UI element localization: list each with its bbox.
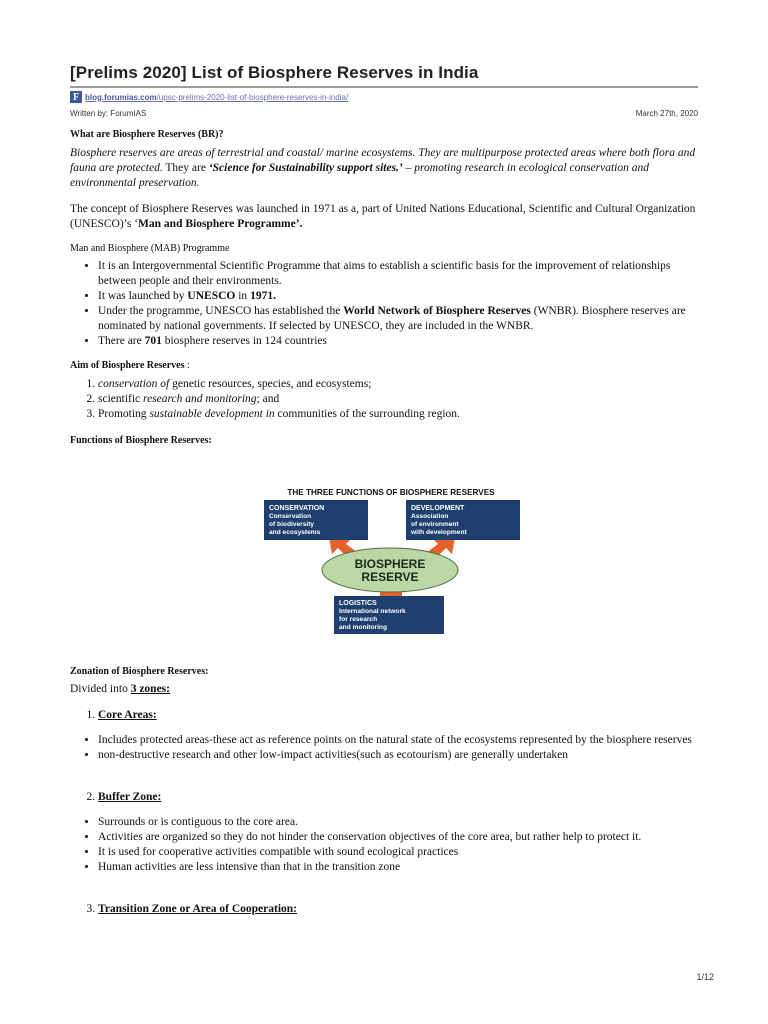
zone-buffer-title: Buffer Zone: [98,791,162,803]
center-line-2: RESERVE [361,570,419,584]
aim-numbered-list [88,377,710,422]
aim-2-italic: research and monitoring [143,393,257,405]
zone-list-3 [88,902,710,917]
concept-paragraph [70,202,700,232]
core-bullet-2: non-destructive research and other low-impact activities(such as ecotourism) are generally undertaken [98,749,569,761]
aim-1-italic: conservation of [98,378,170,390]
br-definition-quote: ‘Science for Sustainability support sites.’ [208,162,403,174]
mab-bullet-4-count: 701 [144,335,162,347]
aim-1-text: genetic resources, species, and ecosystems; [169,378,372,390]
buffer-bullet-4: Human activities are less intensive than that in the transition zone [98,861,401,873]
list-item [98,289,710,304]
list-item [98,304,710,334]
source-host: blog.forumias.com [85,92,157,102]
br-definition-they-are: They are [162,162,209,174]
buffer-bullet-2: Activities are organized so they do not hinder the conservation objectives of the core area, but rather help to protect it. [98,831,642,843]
buffer-bullet-3: It is used for cooperative activities compatible with sound ecological practices [98,846,459,858]
page-title: [Prelims 2020] List of Biosphere Reserves in India [70,63,479,82]
br-definition-italic: Biosphere reserves are areas of terrestrial and coastal/ marine ecosystems. They are multipurpose protected areas where both flora and fauna are protected. [70,147,696,174]
mab-bullet-4-pre: There are [98,335,145,347]
list-item [98,259,710,289]
conservation-line-2: of biodiversity [269,521,315,528]
mab-bullet-1-text: It is an Intergovernmental Scientific Programme that aims to establish a scientific basis for the improvement of relationships between people and their environments. [98,260,671,287]
mab-bullet-2-year: 1971. [250,290,276,302]
author-line: Written by: ForumIAS [70,109,147,118]
list-item [98,377,710,392]
heading-functions: Functions of Biosphere Reserves: [70,435,212,446]
mab-bullet-2-pre: It was launched by [98,290,188,302]
list-item [98,815,710,830]
aim-3-tail: communities of the surrounding region. [274,408,460,420]
heading-what-are-br: What are Biosphere Reserves (BR)? [70,129,224,140]
aim-3-text: Promoting [98,408,150,420]
divided-into-line [70,682,700,697]
mab-bullet-3-wnbr: World Network of Biosphere Reserves [343,305,531,317]
center-line-1: BIOSPHERE [354,557,426,571]
diagram-title: THE THREE FUNCTIONS OF BIOSPHERE RESERVES [287,488,495,497]
source-link[interactable] [85,93,348,102]
aim-heading-text: Aim of Biosphere Reserves [70,360,185,371]
zone-core-title: Core Areas: [98,709,157,721]
br-definition-tail: – promoting research in ecological conservation and environmental preservation. [70,162,650,189]
mab-bullet-3-pre: Under the programme, UNESCO has established the [98,305,344,317]
divided-bold: 3 zones: [130,683,170,695]
zone-transition-title: Transition Zone or Area of Cooperation: [98,903,298,915]
conservation-line-3: and ecosystems [269,529,321,536]
zone-list-2 [88,790,710,805]
list-item [98,334,710,349]
conservation-line-1: Conservation [269,513,312,520]
br-definition-paragraph [70,146,700,191]
list-item [98,748,710,763]
development-line-3: with development [411,529,467,536]
mab-bullet-3-post: (WNBR). Biosphere reserves are nominated by national governments. If selected by UNESCO, they are included in the WNBR. [98,305,686,332]
list-item [98,407,710,422]
source-path: /upsc-prelims-2020-list-of-biosphere-reserves-in-india/ [156,92,349,102]
mab-bullet-4-post: biosphere reserves in 124 countries [161,335,327,347]
list-item [98,733,710,748]
list-item [98,830,710,845]
three-functions-diagram [256,484,526,636]
page-number: 1/12 [696,972,714,982]
date-line: March 27th, 2020 [635,109,698,118]
heading-zonation: Zonation of Biosphere Reserves: [70,666,209,677]
aim-2-tail: ; and [256,393,280,405]
core-bullet-1: Includes protected areas-these act as reference points on the natural state of the ecosystems represented by the biosphere reserves [98,734,692,746]
divided-pre: Divided into [70,683,131,695]
mab-bullet-2-mid: in [235,290,251,302]
forumias-logo-icon: F [70,91,82,103]
buffer-bullet-list [88,815,710,875]
title-divider [70,86,698,88]
mab-bullet-2-unesco: UNESCO [187,290,236,302]
concept-bold: Man and Biosphere Programme’. [138,218,303,230]
list-item [98,708,710,723]
heading-aim [70,360,190,371]
aim-2-text: scientific [98,393,144,405]
aim-heading-colon: : [184,360,190,371]
conservation-title: CONSERVATION [269,505,325,512]
logistics-title: LOGISTICS [339,600,377,607]
list-item [98,860,710,875]
development-title: DEVELOPMENT [411,505,465,512]
core-bullet-list [88,733,710,763]
list-item [98,902,710,917]
list-item [98,845,710,860]
development-line-2: of environment [411,521,459,528]
mab-bullet-list [88,259,710,349]
zone-list-1 [88,708,710,723]
heading-mab: Man and Biosphere (MAB) Programme [70,243,230,254]
logistics-line-3: and monitoring [339,624,387,631]
source-row [70,91,348,103]
logistics-line-2: for research [339,616,378,623]
concept-text: The concept of Biosphere Reserves was launched in 1971 as a, part of United Nations Educational, Scientific and Cultural Organization (UNESCO)’s ‘ [70,203,696,230]
development-line-1: Association [411,513,449,520]
aim-3-italic: sustainable development in [149,408,275,420]
buffer-bullet-1: Surrounds or is contiguous to the core area. [98,816,298,828]
logistics-line-1: International network [339,608,406,615]
list-item [98,790,710,805]
list-item [98,392,710,407]
